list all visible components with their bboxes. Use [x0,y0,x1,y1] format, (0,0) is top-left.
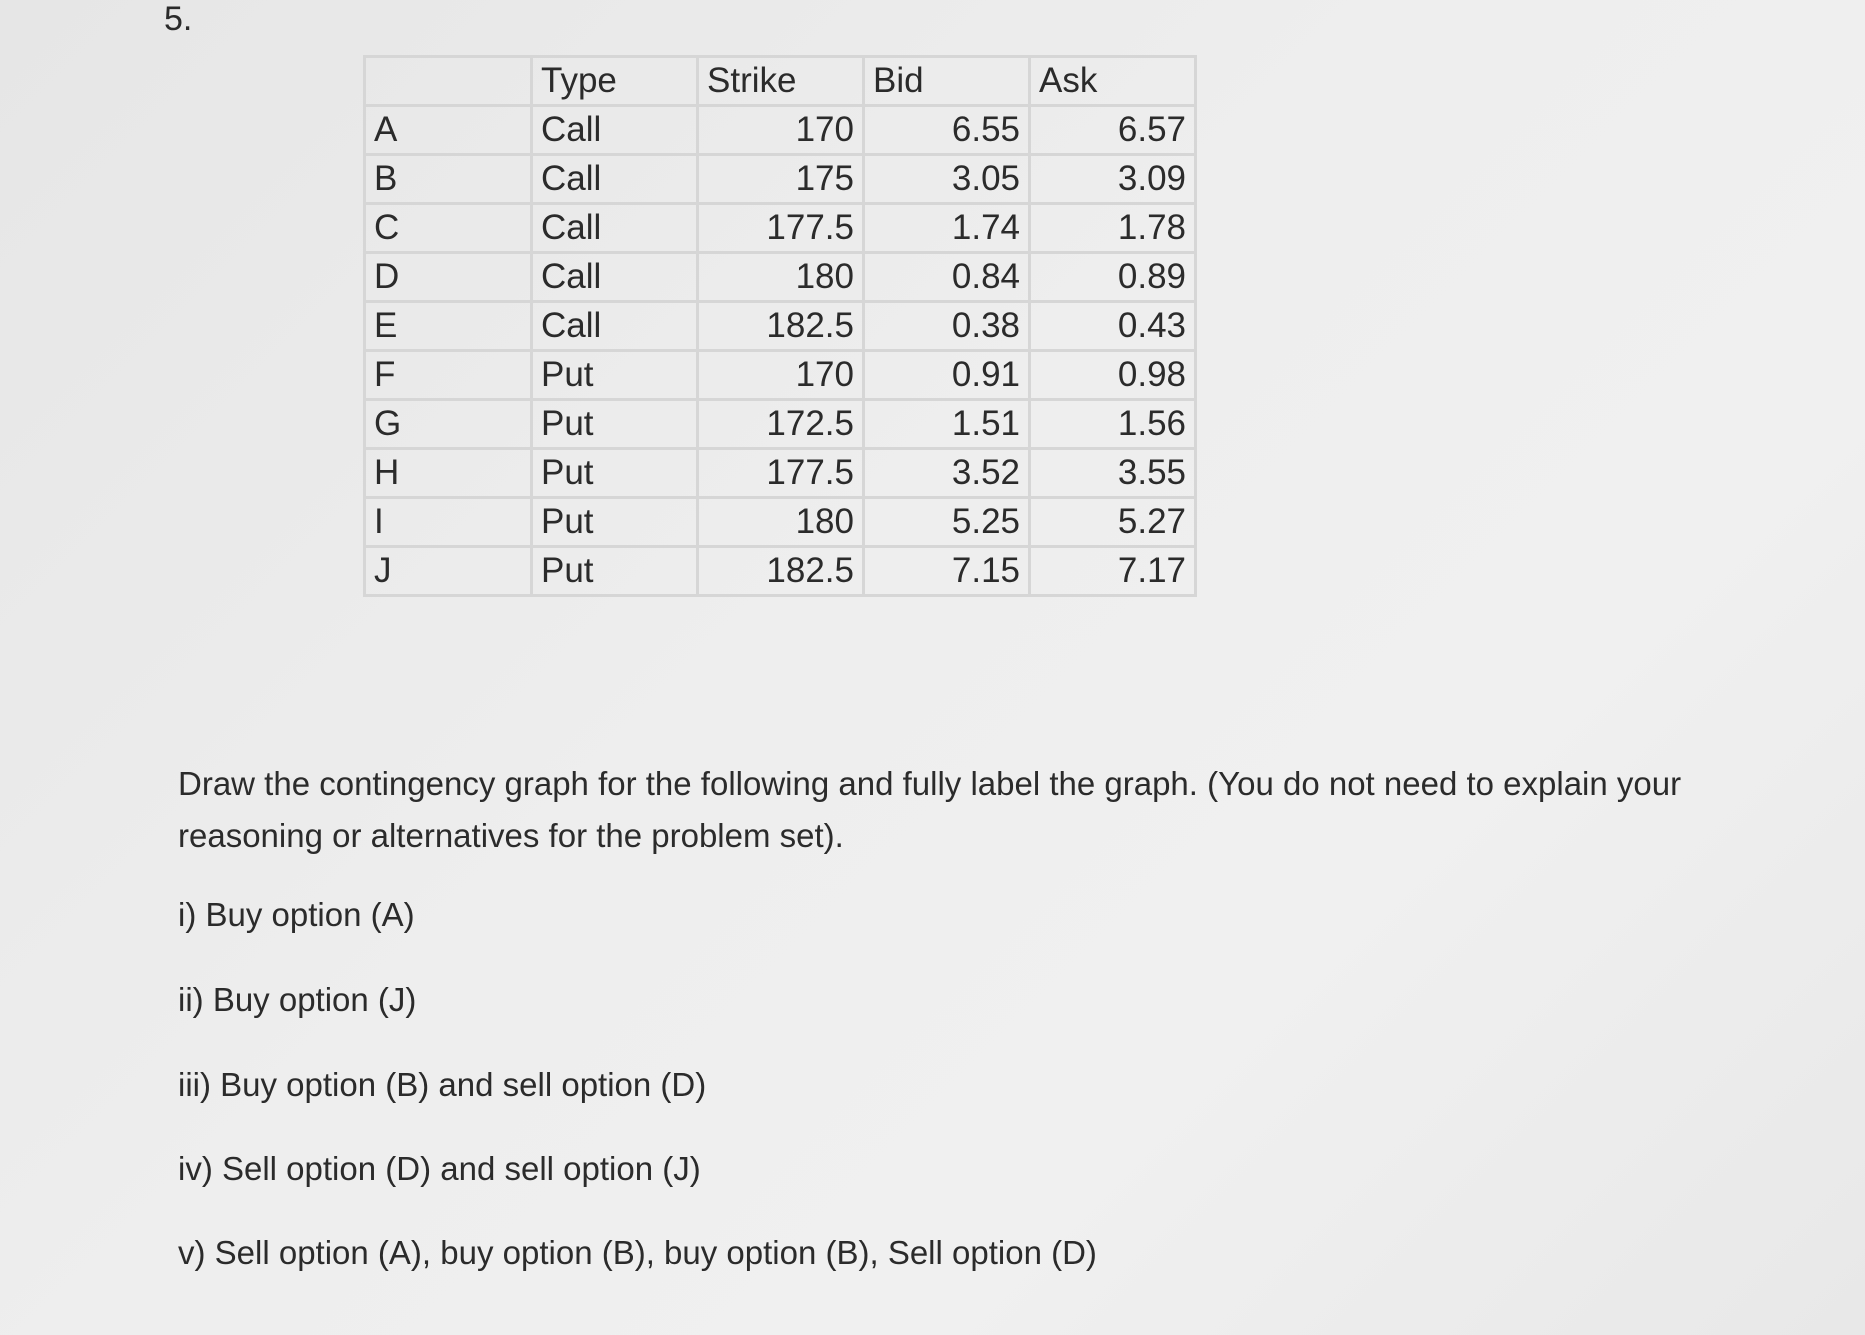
ask-cell: 6.57 [1030,106,1196,155]
type-cell: Call [532,106,698,155]
ask-cell: 0.43 [1030,302,1196,351]
bid-cell: 1.51 [864,400,1030,449]
strike-cell: 170 [698,106,864,155]
instruction-text: Draw the contingency graph for the following and fully label the graph. (You do not need to explain your reasoning or alternatives for the problem set). [178,765,1682,854]
header-option [365,57,532,106]
ask-cell: 7.17 [1030,547,1196,596]
strike-cell: 182.5 [698,547,864,596]
question-number: 5. [164,0,193,38]
table-row [365,155,1196,204]
task-item-2: ii) Buy option (J) [178,981,417,1018]
type-cell: Call [532,253,698,302]
strike-cell: 172.5 [698,400,864,449]
option-id-cell: E [365,302,532,351]
strike-cell: 180 [698,253,864,302]
option-id-cell: H [365,449,532,498]
option-id-cell: C [365,204,532,253]
table-row [365,547,1196,596]
type-cell: Call [532,302,698,351]
ask-cell: 0.98 [1030,351,1196,400]
bid-cell: 1.74 [864,204,1030,253]
ask-cell: 5.27 [1030,498,1196,547]
strike-cell: 175 [698,155,864,204]
table-row [365,351,1196,400]
strike-cell: 182.5 [698,302,864,351]
strike-cell: 177.5 [698,449,864,498]
option-id-cell: A [365,106,532,155]
option-id-cell: I [365,498,532,547]
strike-cell: 177.5 [698,204,864,253]
header-type: Type [532,57,698,106]
task-item-5: v) Sell option (A), buy option (B), buy option (B), Sell option (D) [178,1234,1097,1271]
bid-cell: 3.05 [864,155,1030,204]
bid-cell: 3.52 [864,449,1030,498]
type-cell: Put [532,498,698,547]
bid-cell: 0.91 [864,351,1030,400]
option-id-cell: J [365,547,532,596]
bid-cell: 7.15 [864,547,1030,596]
ask-cell: 3.55 [1030,449,1196,498]
task-item-1: i) Buy option (A) [178,896,415,933]
type-cell: Put [532,449,698,498]
header-strike: Strike [698,57,864,106]
table-row [365,253,1196,302]
bid-cell: 0.84 [864,253,1030,302]
task-item-3: iii) Buy option (B) and sell option (D) [178,1066,707,1103]
strike-cell: 170 [698,351,864,400]
option-id-cell: F [365,351,532,400]
table-row [365,106,1196,155]
strike-cell: 180 [698,498,864,547]
type-cell: Put [532,547,698,596]
table-row [365,449,1196,498]
options-table [363,55,1197,597]
table-row [365,400,1196,449]
ask-cell: 0.89 [1030,253,1196,302]
option-id-cell: G [365,400,532,449]
ask-cell: 1.78 [1030,204,1196,253]
ask-cell: 1.56 [1030,400,1196,449]
table-header-row [365,57,1196,106]
table-row [365,302,1196,351]
option-id-cell: B [365,155,532,204]
header-bid: Bid [864,57,1030,106]
option-id-cell: D [365,253,532,302]
bid-cell: 0.38 [864,302,1030,351]
bid-cell: 5.25 [864,498,1030,547]
task-item-4: iv) Sell option (D) and sell option (J) [178,1150,701,1187]
type-cell: Put [532,351,698,400]
bid-cell: 6.55 [864,106,1030,155]
header-ask: Ask [1030,57,1196,106]
type-cell: Put [532,400,698,449]
type-cell: Call [532,155,698,204]
ask-cell: 3.09 [1030,155,1196,204]
type-cell: Call [532,204,698,253]
table-row [365,204,1196,253]
table-row [365,498,1196,547]
